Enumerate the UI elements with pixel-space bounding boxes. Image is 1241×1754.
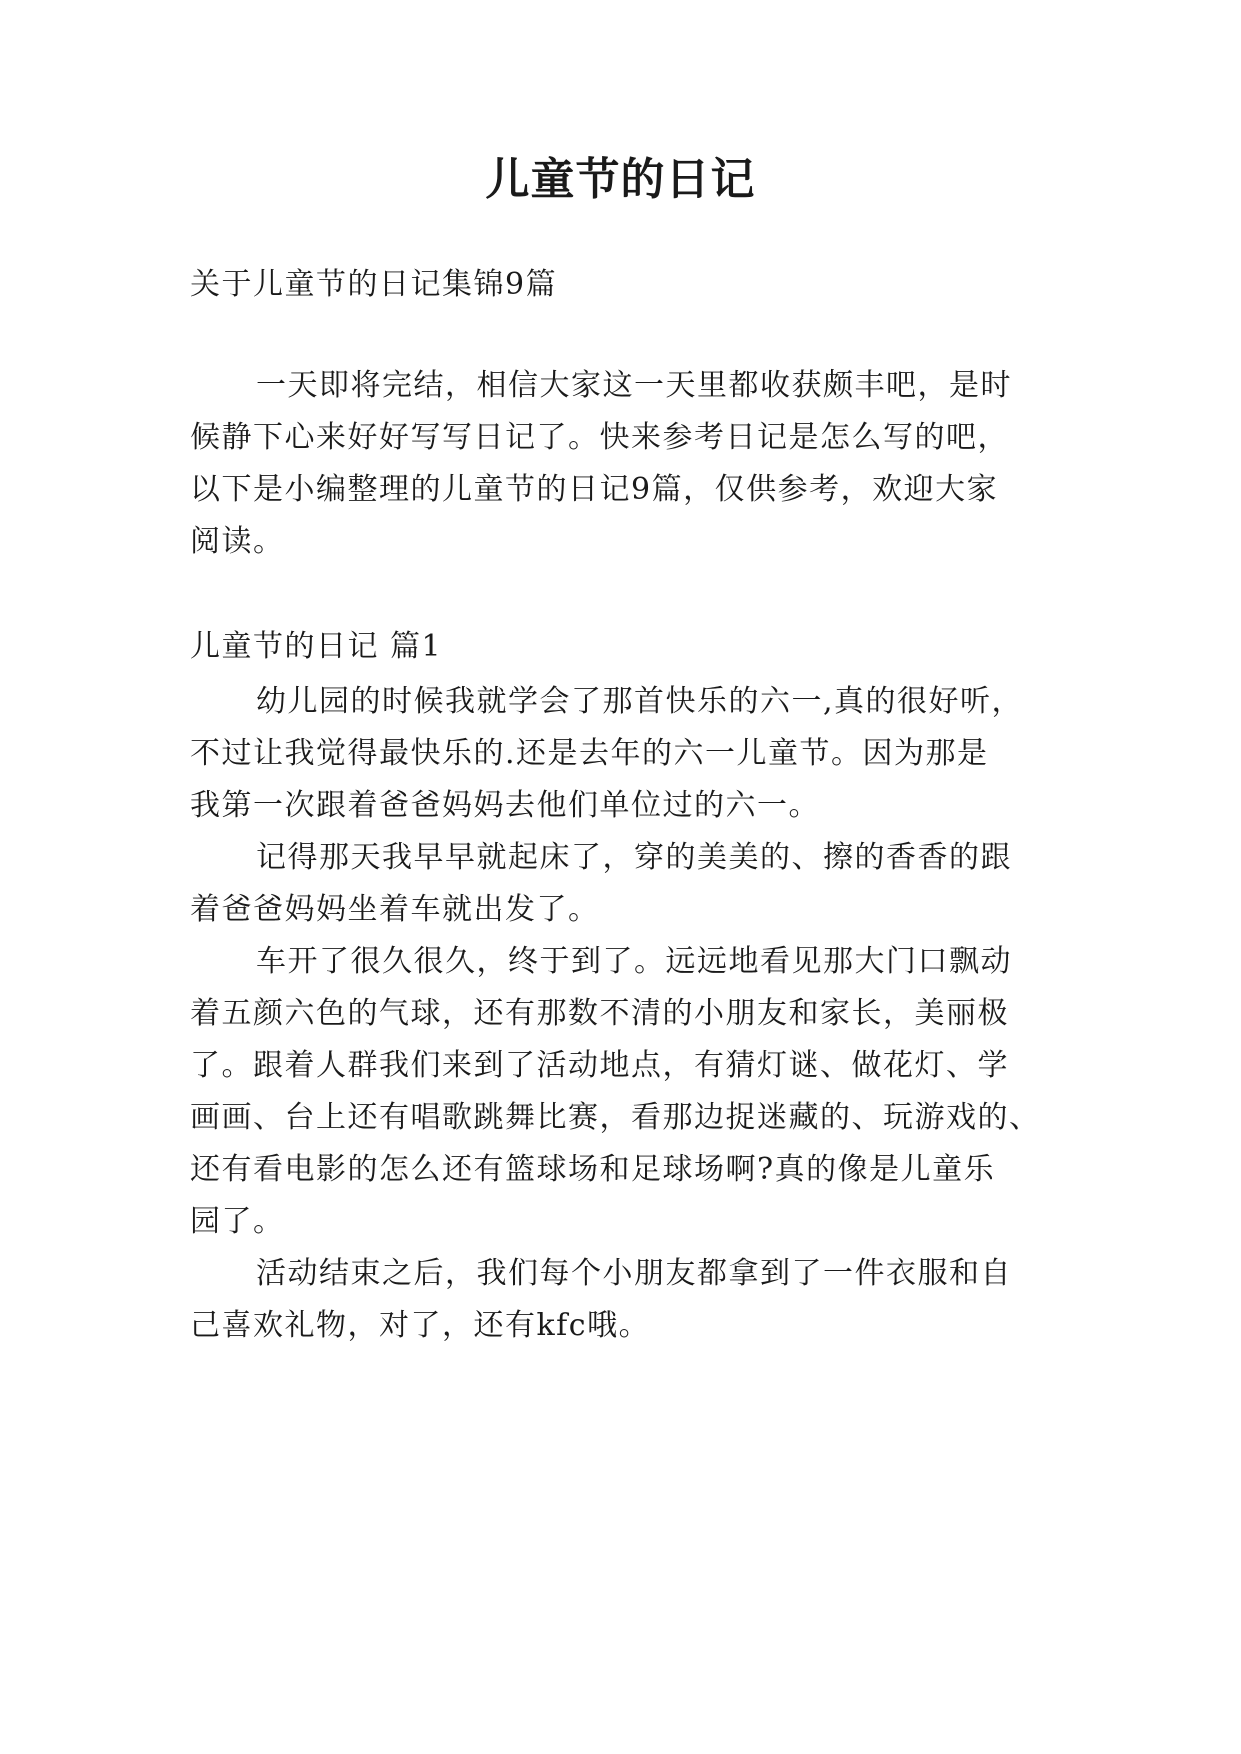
paragraph3-line-3: 了。跟着人群我们来到了活动地点，有猜灯谜、做花灯、学 [190,1048,1009,1083]
section-heading: 儿童节的日记 篇1 [190,629,443,664]
intro-line-2: 候静下心来好好写写日记了。快来参考日记是怎么写的吧， [190,420,1009,455]
intro-line-1: 一天即将完结，相信大家这一天里都收获颇丰吧，是时 [256,368,1012,403]
paragraph1-line-3: 我第一次跟着爸爸妈妈去他们单位过的六一。 [190,788,820,823]
paragraph3-line-2: 着五颜六色的气球，还有那数不清的小朋友和家长，美丽极 [190,996,1009,1031]
intro-line-4: 阅读。 [190,524,285,559]
paragraph4-line-2: 己喜欢礼物，对了，还有kfc哦。 [190,1308,651,1343]
paragraph3-line-1: 车开了很久很久，终于到了。远远地看见那大门口飘动 [256,944,1012,979]
subtitle: 关于儿童节的日记集锦9篇 [190,267,558,302]
intro-line-3: 以下是小编整理的儿童节的日记9篇，仅供参考，欢迎大家 [190,472,999,507]
paragraph4-line-1: 活动结束之后，我们每个小朋友都拿到了一件衣服和自 [256,1256,1012,1291]
paragraph3-line-4: 画画、台上还有唱歌跳舞比赛，看那边捉迷藏的、玩游戏的、 [190,1100,1041,1135]
document-title: 儿童节的日记 [485,154,756,205]
paragraph1-line-2: 不过让我觉得最快乐的.还是去年的六一儿童节。因为那是 [190,736,989,771]
paragraph3-line-6: 园了。 [190,1204,285,1239]
paragraph2-line-1: 记得那天我早早就起床了，穿的美美的、擦的香香的跟 [256,840,1012,875]
paragraph1-line-1: 幼儿园的时候我就学会了那首快乐的六一,真的很好听， [256,684,1024,719]
paragraph3-line-5: 还有看电影的怎么还有篮球场和足球场啊?真的像是儿童乐 [190,1152,996,1187]
paragraph2-line-2: 着爸爸妈妈坐着车就出发了。 [190,892,600,927]
